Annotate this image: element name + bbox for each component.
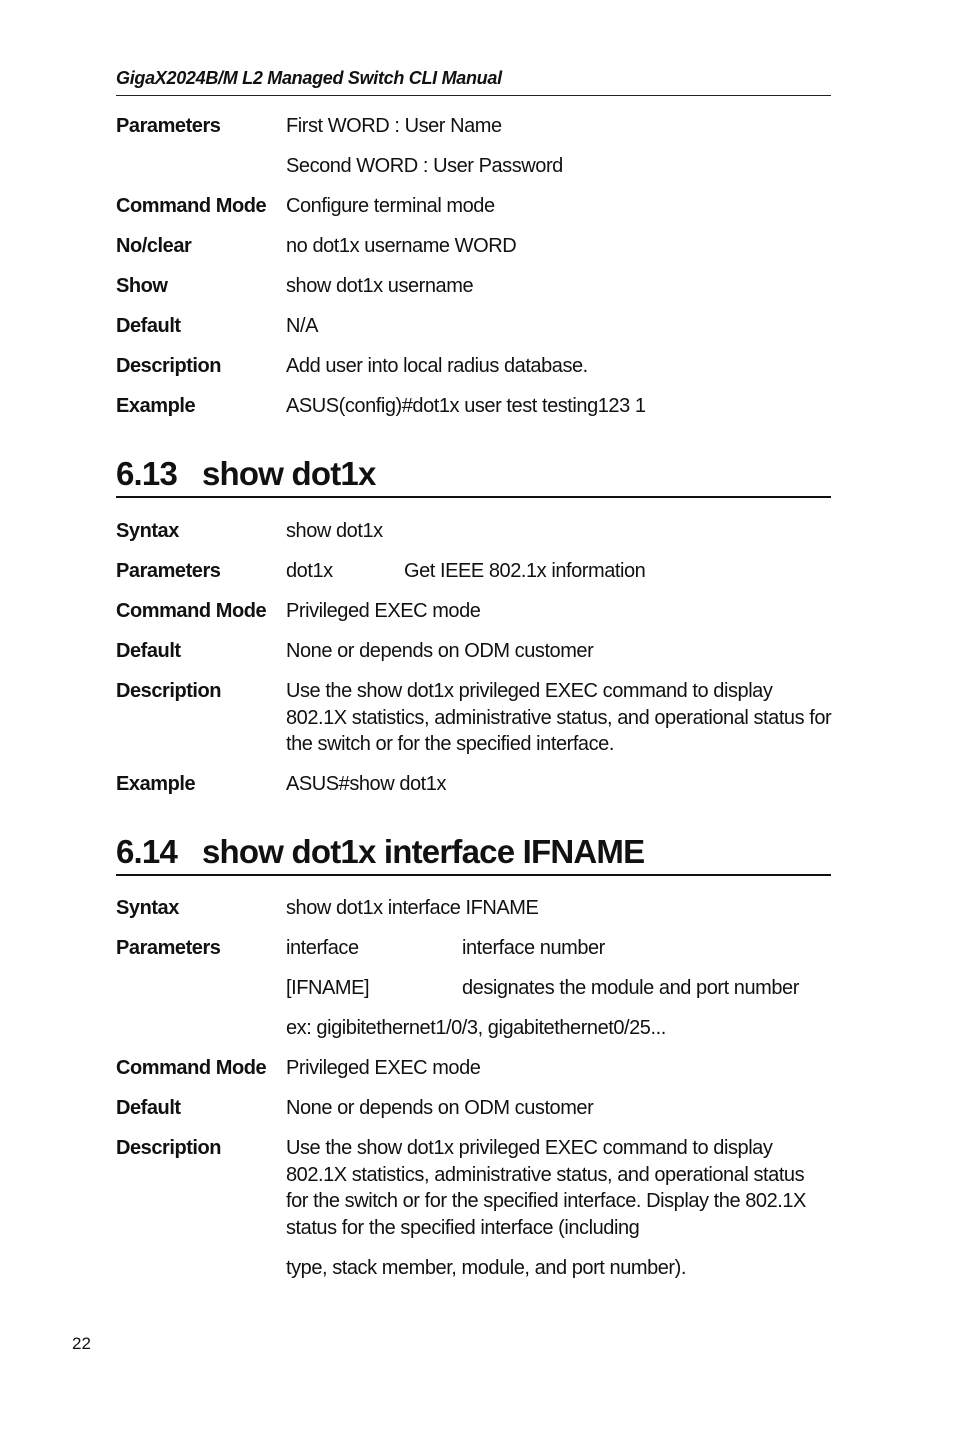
section-title: show dot1x [202, 455, 376, 492]
description-value: Use the show dot1x privileged EXEC command to display 802.1X statistics, administrative status, and operational status for the switch or for the specified interface. [286, 680, 832, 755]
default-label: Default [116, 640, 181, 662]
description-value: Add user into local radius database. [286, 355, 588, 377]
description-label: Description [116, 680, 222, 702]
parameters-value-1: First WORD : User Name [286, 115, 502, 137]
syntax-value: show dot1x [286, 520, 383, 542]
section-number: 6.13 [116, 455, 178, 492]
command-mode-value: Privileged EXEC mode [286, 1057, 481, 1079]
section-heading-6-13 [116, 454, 831, 498]
show-value: show dot1x username [286, 275, 474, 297]
syntax-label: Syntax [116, 897, 179, 919]
parameters-label: Parameters [116, 560, 221, 582]
page-number: 22 [72, 1334, 91, 1353]
syntax-label: Syntax [116, 520, 179, 542]
command-mode-value: Configure terminal mode [286, 195, 495, 217]
section-title: show dot1x interface IFNAME [202, 833, 645, 870]
show-label: Show [116, 275, 168, 297]
default-value: None or depends on ODM customer [286, 1097, 594, 1119]
noclear-value: no dot1x username WORD [286, 235, 517, 257]
example-label: Example [116, 395, 196, 417]
command-mode-value: Privileged EXEC mode [286, 600, 481, 622]
param-name: [IFNAME] [286, 977, 370, 999]
param-description: Get IEEE 802.1x information [404, 560, 646, 582]
param-description: designates the module and port number [462, 977, 799, 999]
parameters-label: Parameters [116, 115, 221, 137]
description-label: Description [116, 355, 222, 377]
default-value: N/A [286, 315, 318, 337]
syntax-value: show dot1x interface IFNAME [286, 897, 539, 919]
parameters-label: Parameters [116, 937, 221, 959]
example-value: ASUS(config)#dot1x user test testing123 1 [286, 395, 646, 417]
param-name: dot1x [286, 560, 333, 582]
example-label: Example [116, 773, 196, 795]
command-mode-label: Command Mode [116, 1057, 267, 1079]
example-value: ASUS#show dot1x [286, 773, 447, 795]
default-value: None or depends on ODM customer [286, 640, 594, 662]
running-header: GigaX2024B/M L2 Managed Switch CLI Manual [116, 68, 831, 96]
default-label: Default [116, 315, 181, 337]
param-example: ex: gigibitethernet1/0/3, gigabitethernet0/25... [286, 1017, 666, 1039]
description-continuation: type, stack member, module, and port number). [286, 1257, 686, 1279]
description-value: Use the show dot1x privileged EXEC command to display 802.1X statistics, administrative status, and operational status for the switch or for the specified interface. Display the 802.1X status for the specified interface (including [286, 1137, 806, 1239]
description-label: Description [116, 1137, 222, 1159]
param-description: interface number [462, 937, 605, 959]
command-mode-label: Command Mode [116, 195, 267, 217]
param-name: interface [286, 937, 359, 959]
parameters-value-2: Second WORD : User Password [286, 155, 563, 177]
noclear-label: No/clear [116, 235, 192, 257]
section-number: 6.14 [116, 833, 178, 870]
default-label: Default [116, 1097, 181, 1119]
command-mode-label: Command Mode [116, 600, 267, 622]
section-heading-6-14 [116, 832, 831, 876]
